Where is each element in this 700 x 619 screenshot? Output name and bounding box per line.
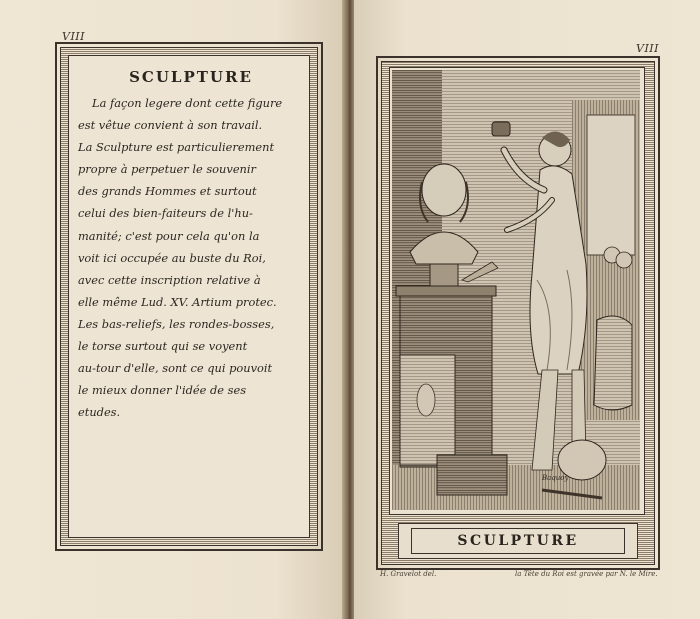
caption-inner-frame <box>411 528 625 554</box>
text-line: etudes. <box>78 405 121 420</box>
text-line: est vêtue convient à son travail. <box>78 118 263 133</box>
text-line: avec cette inscription relative à <box>78 272 261 287</box>
left-page-title: SCULPTURE <box>129 68 253 86</box>
engraving-illustration <box>392 70 640 510</box>
caption-cartouche <box>398 523 638 559</box>
text-line: voit ici occupée au buste du Roi, <box>78 250 266 265</box>
engraver-signature: Baquoy <box>542 474 569 482</box>
text-line: La Sculpture est particulierement <box>78 140 275 155</box>
credit-drawer: H. Gravelot del. <box>380 570 437 578</box>
text-line: elle même Lud. XV. Artium protec. <box>78 294 277 309</box>
left-page-number: VIII <box>62 30 85 43</box>
text-block <box>78 68 304 423</box>
text-line: le mieux donner l'idée de ses <box>78 383 247 398</box>
text-line: le torse surtout qui se voyent <box>78 339 248 354</box>
right-page-number: VIII <box>636 42 659 55</box>
text-line: des grands Hommes et surtout <box>78 184 257 199</box>
text-line: propre à perpetuer le souvenir <box>78 162 256 177</box>
left-page <box>0 0 344 619</box>
credit-engraver: la Tête du Roi est gravée par N. le Mire. <box>515 570 658 578</box>
text-line: Les bas-reliefs, les rondes-bosses, <box>78 316 275 331</box>
engraving-plate <box>392 70 640 510</box>
text-line: La façon legere dont cette figure <box>92 96 283 110</box>
text-line: celui des bien-faiteurs de l'hu- <box>78 206 253 221</box>
text-line: au-tour d'elle, sont ce qui pouvoit <box>78 361 273 376</box>
plate-caption: SCULPTURE <box>457 533 579 549</box>
text-line: manité; c'est pour cela qu'on la <box>78 228 260 243</box>
body-paragraph <box>78 92 304 423</box>
